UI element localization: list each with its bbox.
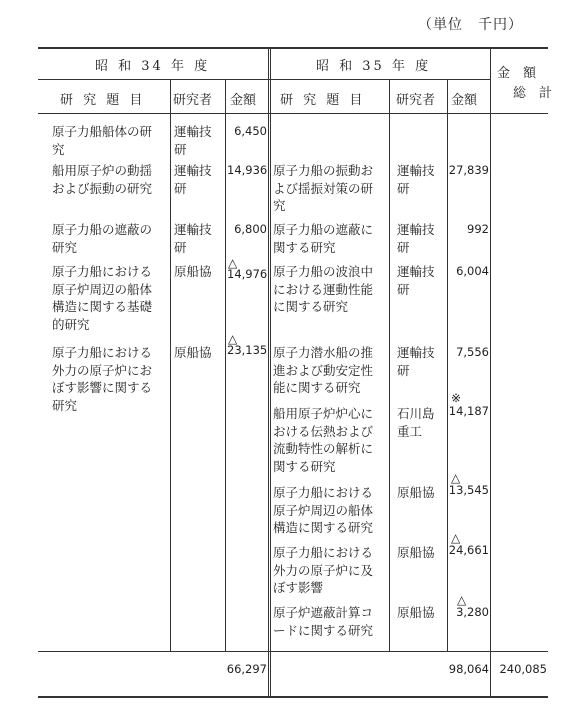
r34-4-mark: △ bbox=[228, 256, 238, 270]
r34-4-researcher: 原船協 bbox=[174, 264, 212, 279]
header-mid-rule bbox=[38, 79, 490, 80]
r35-3-topic: 原子力船の波浪中 における運動性能 に関する研究 bbox=[273, 264, 374, 314]
header-year35: 昭 和 35 年 度 bbox=[316, 59, 432, 74]
r35-5-researcher: 石川島 重工 bbox=[397, 406, 435, 439]
header-total-b: 総 計 bbox=[513, 86, 553, 101]
r34-5-amount: 23,135 bbox=[227, 343, 268, 357]
total-divider bbox=[490, 47, 491, 696]
r35-7-mark: △ bbox=[451, 531, 461, 545]
col-divider-34-amount bbox=[225, 79, 226, 651]
r34-2-researcher: 運輸技 研 bbox=[174, 163, 212, 196]
r35-8-topic: 原子炉遮蔽計算コ ードに関する研究 bbox=[273, 605, 374, 638]
header-total-a: 金 額 bbox=[497, 66, 537, 81]
r35-6-topic: 原子力船における 原子炉周辺の船体 構造に関する研究 bbox=[273, 485, 374, 535]
r35-5-topic: 船用原子炉炉心に おける伝熱および 流動特性の解析に 関する研究 bbox=[273, 406, 374, 474]
r35-2-researcher: 運輸技 研 bbox=[397, 222, 435, 255]
header-bottom-rule bbox=[38, 113, 548, 114]
body-bottom-rule bbox=[38, 651, 548, 652]
header-amount-34: 金額 bbox=[230, 93, 257, 108]
r35-5-amount: 14,187 bbox=[448, 404, 489, 418]
r35-2-amount: 992 bbox=[467, 222, 489, 236]
r35-6-researcher: 原船協 bbox=[397, 485, 435, 500]
col-divider-35-researcher bbox=[389, 79, 390, 651]
r35-6-mark: △ bbox=[451, 471, 461, 485]
r35-3-researcher: 運輸技 研 bbox=[397, 264, 435, 297]
total-1960: 98,064 bbox=[448, 662, 489, 676]
r34-5-mark: △ bbox=[228, 332, 238, 346]
r34-5-topic: 原子力船における 外力の原子炉にお ぼす影響に関する 研究 bbox=[52, 345, 153, 413]
r35-8-researcher: 原船協 bbox=[397, 605, 435, 620]
year-divider bbox=[268, 47, 271, 696]
r35-8-amount: 3,280 bbox=[456, 605, 489, 619]
table-bottom-rule bbox=[38, 696, 548, 698]
r34-3-amount: 6,800 bbox=[234, 222, 267, 236]
r34-3-topic: 原子力船の遮蔽の 研究 bbox=[52, 222, 153, 255]
r35-1-researcher: 運輸技 研 bbox=[397, 163, 435, 196]
header-topic-34: 研 究 題 目 bbox=[60, 93, 146, 108]
unit-label: （単位 千円） bbox=[418, 17, 523, 33]
r35-6-amount: 13,545 bbox=[448, 483, 489, 497]
r34-1-amount: 6,450 bbox=[234, 124, 267, 138]
r35-4-researcher: 運輸技 研 bbox=[397, 345, 435, 378]
r34-2-topic: 船用原子炉の動揺 および振動の研究 bbox=[52, 163, 153, 196]
grand-total: 240,085 bbox=[499, 662, 547, 676]
r35-4-topic: 原子力潜水船の推 進および動安定性 能に関する研究 bbox=[273, 345, 374, 395]
r35-1-topic: 原子力船の振動お よび揺振対策の研 究 bbox=[273, 163, 374, 213]
r34-4-topic: 原子力船における 原子炉周辺の船体 構造に関する基礎 的研究 bbox=[52, 264, 153, 332]
r34-1-topic: 原子力船船体の研 究 bbox=[52, 124, 153, 157]
header-amount-35: 金額 bbox=[451, 93, 478, 108]
r34-3-researcher: 運輸技 研 bbox=[174, 222, 212, 255]
header-researcher-34: 研究者 bbox=[173, 93, 213, 108]
r34-1-researcher: 運輸技 研 bbox=[174, 124, 212, 157]
r35-7-topic: 原子力船における 外力の原子炉に及 ぼす影響 bbox=[273, 545, 374, 595]
header-researcher-35: 研究者 bbox=[396, 93, 436, 108]
r35-4-amount: 7,556 bbox=[456, 345, 489, 359]
col-divider-34-researcher bbox=[170, 79, 171, 651]
r35-7-researcher: 原船協 bbox=[397, 545, 435, 560]
header-year34: 昭 和 34 年 度 bbox=[95, 59, 211, 74]
table-top-rule bbox=[38, 47, 548, 49]
r35-5-mark: ※ bbox=[451, 391, 462, 405]
r35-2-topic: 原子力船の遮蔽に 関する研究 bbox=[273, 222, 374, 255]
r35-1-amount: 27,839 bbox=[448, 163, 489, 177]
r34-5-researcher: 原船協 bbox=[174, 345, 212, 360]
header-topic-35: 研 究 題 目 bbox=[280, 93, 366, 108]
r35-3-amount: 6,004 bbox=[456, 264, 489, 278]
total-1959: 66,297 bbox=[226, 662, 267, 676]
r35-8-mark: △ bbox=[457, 593, 467, 607]
r34-4-amount: 14,976 bbox=[227, 267, 268, 281]
r34-2-amount: 14,936 bbox=[227, 163, 268, 177]
r35-7-amount: 24,661 bbox=[448, 543, 489, 557]
